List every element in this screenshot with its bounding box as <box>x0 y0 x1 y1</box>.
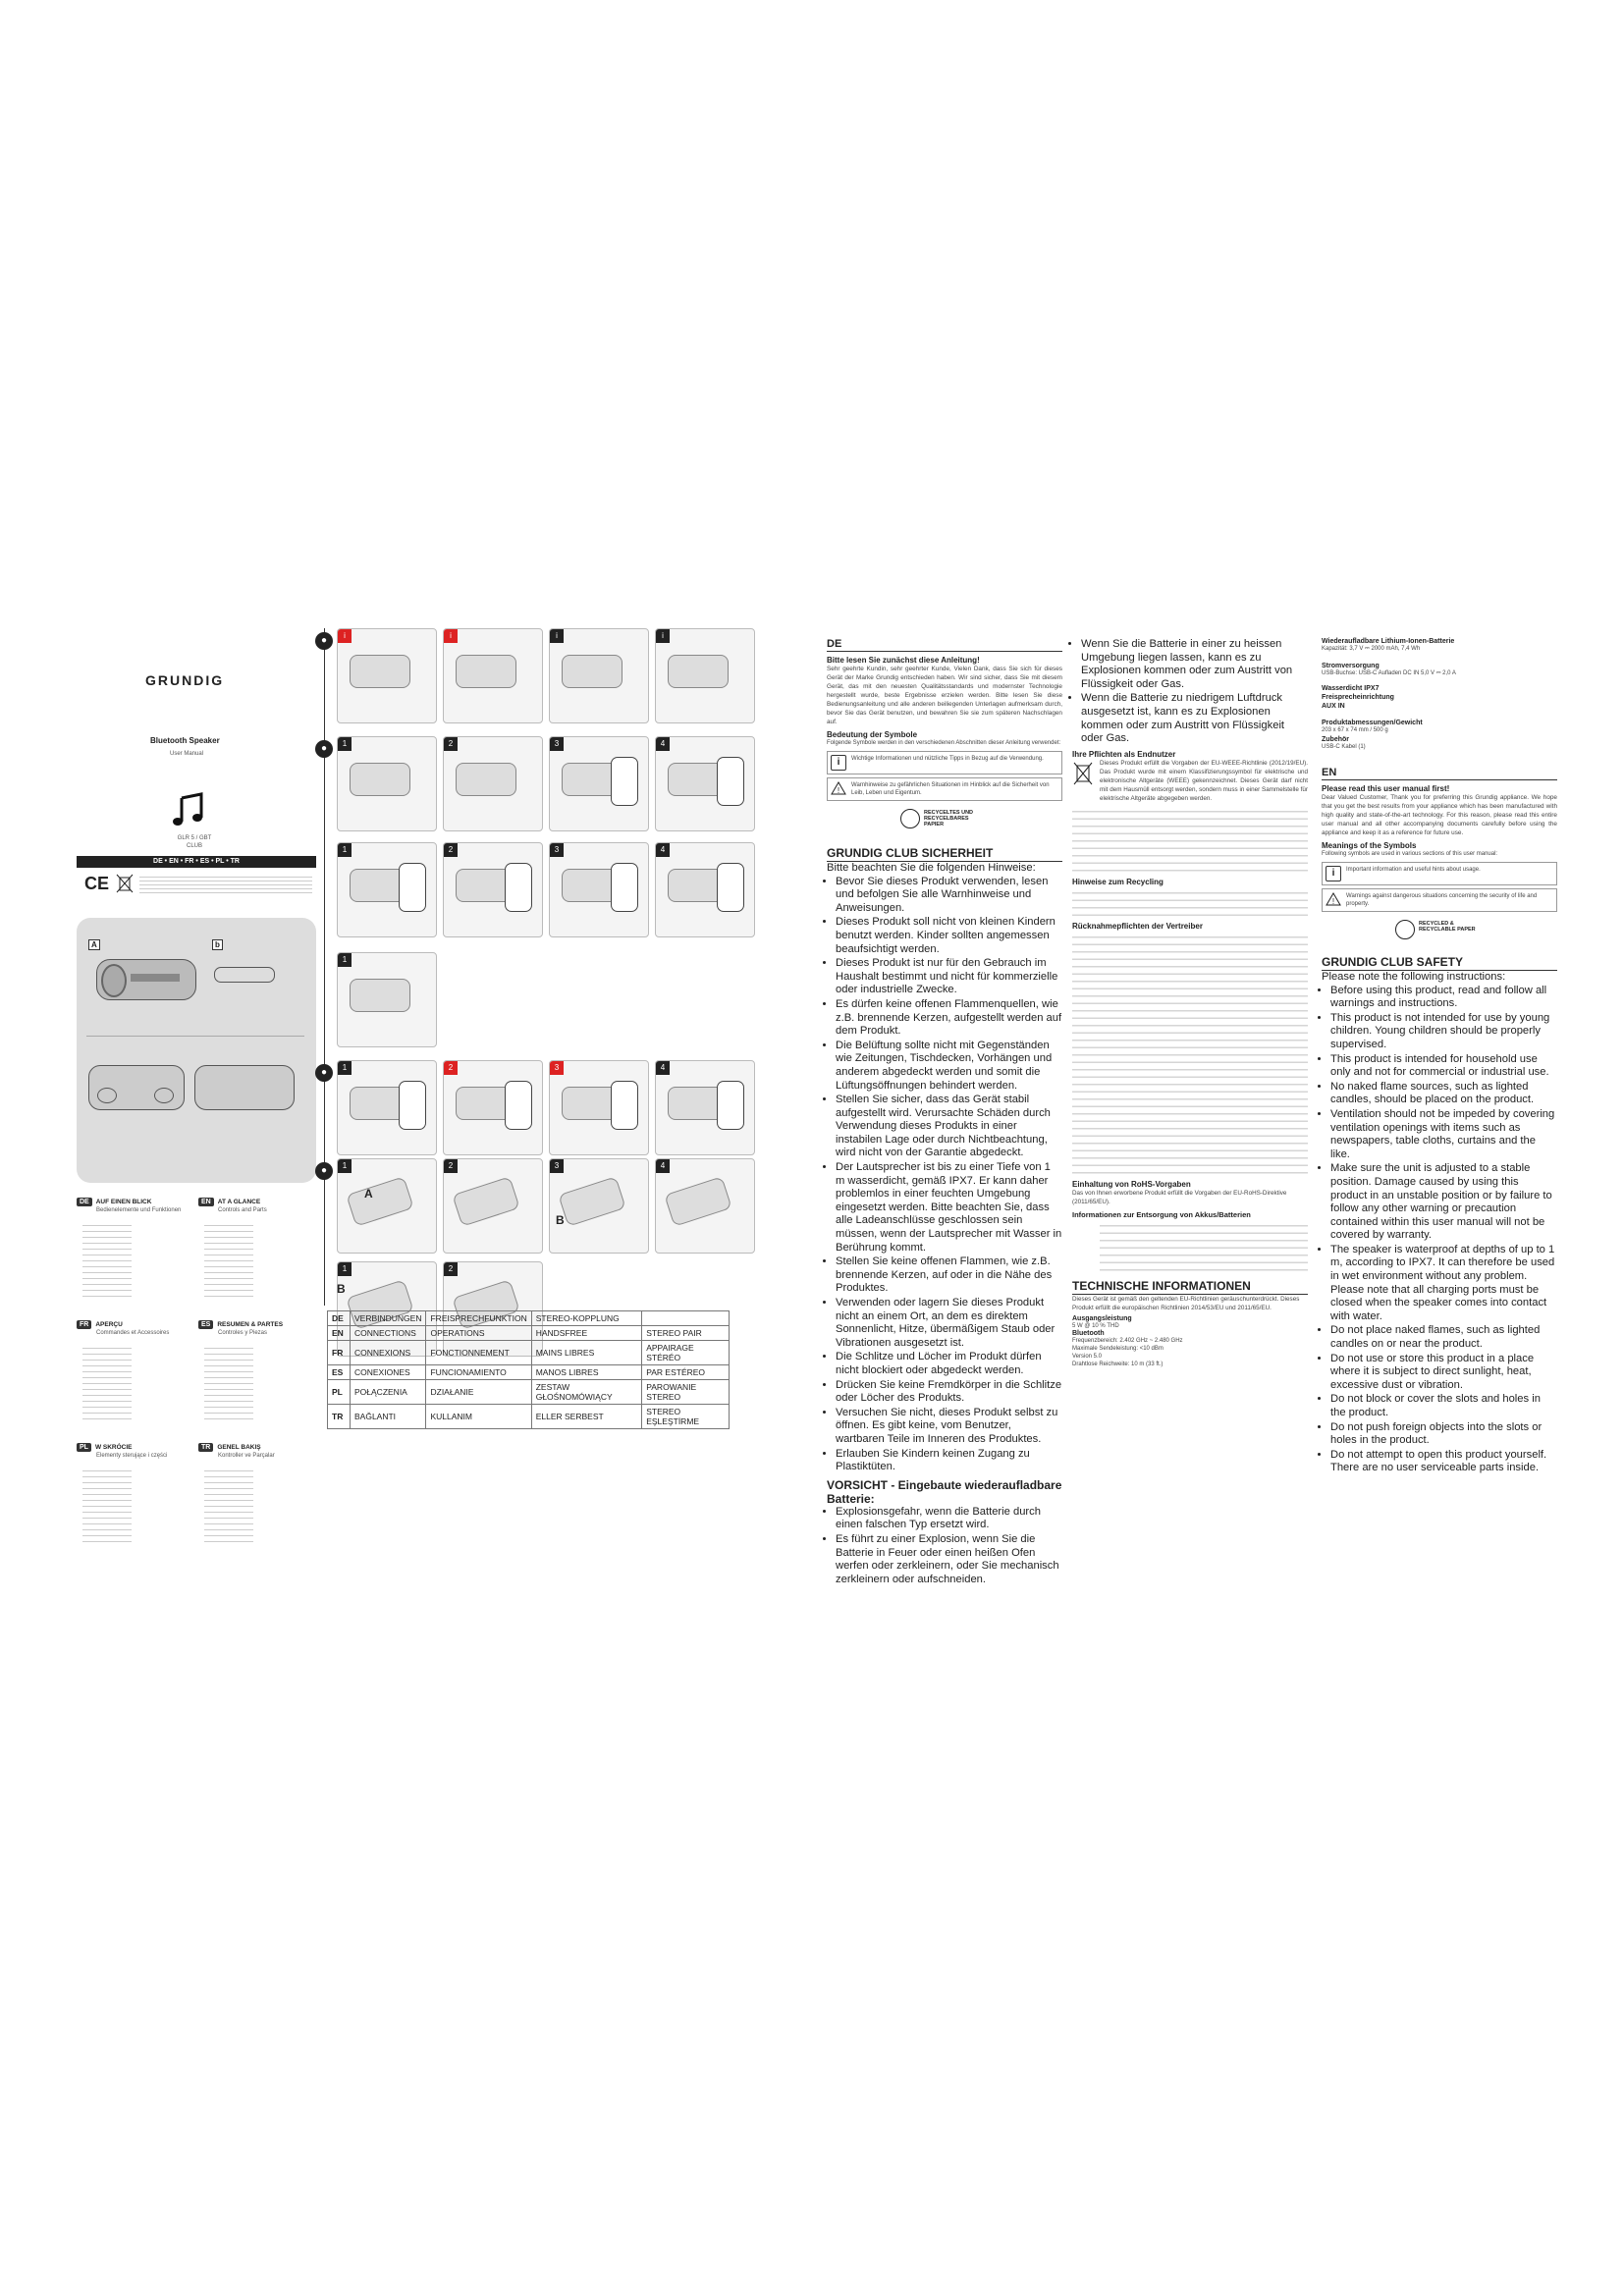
step-illustration <box>337 628 437 723</box>
speaker-drawing <box>350 763 410 796</box>
de-return-text <box>1072 931 1308 1176</box>
speaker-drawing <box>346 1176 413 1226</box>
overview-sub: Commandes et Accessoires <box>96 1330 170 1336</box>
de-column-3 <box>1322 638 1557 1476</box>
spec-value: 5 W @ 10 % THD <box>1072 1322 1119 1329</box>
ce-mark: CE <box>84 874 110 893</box>
en-safety-intro: Please note the following instructions: <box>1322 971 1506 983</box>
music-note-icon <box>170 790 209 829</box>
en-lang-code: EN <box>1322 767 1557 780</box>
en-info-box: i Important information and useful hints about usage. <box>1322 862 1557 885</box>
spec-acc-title: Zubehör <box>1322 736 1349 743</box>
step-illustration <box>655 736 755 831</box>
overview-section <box>77 1443 192 1561</box>
spec-label: Bluetooth <box>1072 1329 1105 1337</box>
de-lang-code: DE <box>827 638 1062 652</box>
step-illustration <box>443 1060 543 1155</box>
overview-parts-list <box>82 1466 132 1544</box>
stereo-label: B <box>337 1282 346 1296</box>
model-number: GLR 5 / GBT CLUB <box>177 835 212 849</box>
overview-section <box>198 1198 314 1315</box>
phone-drawing <box>611 863 638 912</box>
list-item: • This product is intended for household use only and not for commercial or industrial use. <box>1330 1053 1557 1080</box>
step-illustration <box>549 628 649 723</box>
product-title: Bluetooth Speaker <box>150 736 220 745</box>
step-number: i <box>338 629 352 643</box>
overview-title: APERÇU <box>95 1321 123 1328</box>
phone-drawing <box>399 1081 426 1130</box>
step-number: 2 <box>444 1262 458 1276</box>
overview-sub: Controls and Parts <box>218 1207 267 1213</box>
step-illustration <box>655 1158 755 1254</box>
list-item: • Verwenden oder lagern Sie dieses Produkt nicht an einem Ort, an dem es direktem Sonnenlicht, Hitze, übermäßigem Staub oder Vibrationen ausgesetzt ist. <box>836 1297 1062 1350</box>
table-cell: ELLER SERBEST <box>531 1405 642 1429</box>
overview-parts-list <box>204 1466 253 1544</box>
table-cell: STEREO-KOPPLUNG <box>531 1311 642 1326</box>
step-illustration <box>549 736 649 831</box>
table-cell <box>642 1311 730 1326</box>
de-battinfo-title: Informationen zur Entsorgung von Akkus/Batterien <box>1072 1209 1251 1219</box>
stereo-label: A <box>364 1187 373 1201</box>
step-number: 1 <box>338 737 352 751</box>
step-illustration <box>655 1060 755 1155</box>
overview-title: AT A GLANCE <box>217 1199 261 1205</box>
speaker-drawing <box>456 655 516 688</box>
step-number: i <box>550 629 564 643</box>
spec-value: Maximale Sendeleistung: <10 dBm <box>1072 1345 1164 1352</box>
table-cell: VERBINDUNGEN <box>351 1311 426 1326</box>
table-cell: HANDSFREE <box>531 1326 642 1341</box>
spec-value: Version 5.0 <box>1072 1353 1103 1360</box>
table-cell: KULLANIM <box>426 1405 531 1429</box>
step-illustration <box>655 628 755 723</box>
overview-section <box>198 1443 314 1561</box>
stereo-label: B <box>556 1213 565 1227</box>
list-item: • Bevor Sie dieses Produkt verwenden, lesen und befolgen Sie alle Warnhinweise und Anweisungen. <box>836 876 1062 916</box>
list-item: • Es führt zu einer Explosion, wenn Sie die Batterie in Feuer oder einen heißen Ofen werfen oder zerkleinern, oder Sie mechanisch zerkleinern oder aufschneiden. <box>836 1533 1062 1586</box>
en-symbols-title: Meanings of the Symbols <box>1322 841 1417 850</box>
spec-aux-title: AUX IN <box>1322 703 1345 710</box>
spec-power: USB-Buchse: USB-C Aufladen DC IN 5,0 V ⎓ 2,0 A <box>1322 670 1456 676</box>
warning-icon-en <box>1326 892 1341 906</box>
step-number: 4 <box>656 843 670 857</box>
spec-battery: Kapazität: 3,7 V ⎓ 2000 mAh, 7,4 Wh <box>1322 646 1421 652</box>
step-number: 4 <box>656 737 670 751</box>
weee-bin-icon-2 <box>1072 761 1094 786</box>
de-safety-title: GRUNDIG CLUB SICHERHEIT <box>827 846 1062 862</box>
brand-logo: GRUNDIG <box>145 672 225 688</box>
phone-drawing <box>717 863 744 912</box>
spec-value: Drahtlose Reichweite: 10 m (33 ft.) <box>1072 1361 1164 1367</box>
spec-hands-title: Freisprecheinrichtung <box>1322 694 1394 701</box>
phone-drawing <box>505 1081 532 1130</box>
list-item: • Es dürfen keine offenen Flammenquellen, wie z.B. brennende Kerzen, aufgestellt werden auf dem Produkt. <box>836 998 1062 1039</box>
list-item: • Drücken Sie keine Fremdkörper in die Schlitze oder Löcher des Produkts. <box>836 1379 1062 1406</box>
de-column-1 <box>827 638 1062 1587</box>
spec-battery-title: Wiederaufladbare Lithium-Ionen-Batterie <box>1322 638 1455 645</box>
list-item: • No naked flame sources, such as lighted candles, should be placed on the product. <box>1330 1081 1557 1107</box>
step-illustration <box>443 628 543 723</box>
step-illustration <box>443 736 543 831</box>
de-battery-list-a <box>827 1506 1062 1587</box>
step-number: 1 <box>338 843 352 857</box>
step-number: 2 <box>444 737 458 751</box>
table-cell: PAR ESTÉREO <box>642 1365 730 1380</box>
de-specs <box>1072 1315 1308 1368</box>
step-number: 2 <box>444 1061 458 1075</box>
table-cell: CONNECTIONS <box>351 1326 426 1341</box>
step-number: 3 <box>550 843 564 857</box>
step-number: i <box>656 629 670 643</box>
step-number: 2 <box>444 1159 458 1173</box>
table-cell: PL <box>328 1380 351 1405</box>
list-item: • Make sure the unit is adjusted to a stable position. Damage caused by using this product in an unstable position or by failure to follow any other warning or precaution contained within this user manual will not be covered by warranty. <box>1330 1162 1557 1243</box>
spec-acc: USB-C Kabel (1) <box>1322 744 1366 750</box>
step-illustration <box>443 1158 543 1254</box>
table-row <box>328 1326 730 1341</box>
language-bar: DE • EN • FR • ES • PL • TR <box>77 856 316 868</box>
overview-parts-list <box>204 1220 253 1299</box>
list-item: • Stellen Sie keine offenen Flammen, wie z.B. brennende Kerzen, auf oder in die Nähe des Produktes. <box>836 1255 1062 1296</box>
lang-tag: TR <box>198 1443 213 1452</box>
phone-drawing <box>611 757 638 806</box>
table-cell: CONNEXIONS <box>351 1341 426 1365</box>
list-item: • Erlauben Sie Kindern keinen Zugang zu Plastiktüten. <box>836 1448 1062 1474</box>
de-symbols-text: Folgende Symbole werden in den verschiedenen Abschnitten dieser Anleitung verwendet: <box>827 740 1061 746</box>
table-cell: MANOS LIBRES <box>531 1365 642 1380</box>
step-number: 1 <box>338 953 352 967</box>
step-illustration <box>337 736 437 831</box>
en-recycle-logo: RECYCLED & RECYCLABLE PAPER <box>1395 918 1484 941</box>
de-warn-box: ! Warnhinweise zu gefährlichen Situationen im Hinblick auf die Sicherheit von Leib, Leben und Eigentum. <box>827 777 1062 801</box>
overview-sub: Kontroller ve Parçalar <box>218 1453 275 1459</box>
table-cell: ES <box>328 1365 351 1380</box>
usb-cable-illustration <box>214 967 275 983</box>
table-row <box>328 1380 730 1405</box>
weee-bin-icon <box>116 874 134 893</box>
list-item: • Ventilation should not be impeded by covering ventilation openings with items such as newspapers, table cloths, curtains and the like. <box>1330 1108 1557 1161</box>
list-item: • Der Lautsprecher ist bis zu einer Tiefe von 1 m wasserdicht, gemäß IPX7. Er kann daher problemlos in einer feuchten Umgebung eingesetzt werden. Bitte beachten Sie, dass alle Ladeanschlüsse geschlossen sein müssen, wenn der Lautsprecher mit Wasser in Berührung kommt. <box>836 1161 1062 1255</box>
speaker-drawing <box>452 1176 519 1226</box>
step-number: 1 <box>338 1159 352 1173</box>
en-read-first: Please read this user manual first! <box>1322 784 1450 793</box>
step-number: 1 <box>338 1262 352 1276</box>
speaker-drawing <box>558 1176 625 1226</box>
overview-parts-list <box>204 1343 253 1421</box>
table-row <box>328 1365 730 1380</box>
table-row <box>328 1311 730 1326</box>
de-safety-intro: Bitte beachten Sie die folgenden Hinweise: <box>827 862 1036 874</box>
steps-area <box>320 628 737 1306</box>
de-recycling-text <box>1072 886 1308 918</box>
info-icon-en: i <box>1326 866 1341 881</box>
spec-dims-title: Produktabmessungen/Gewicht <box>1322 720 1423 726</box>
phone-icon: ● <box>315 1064 333 1082</box>
spec-label: Ausgangsleistung <box>1072 1314 1132 1322</box>
stereo-icon: ● <box>315 1162 333 1180</box>
lang-tag: PL <box>77 1443 91 1452</box>
de-rohs-text: Das von Ihnen erworbene Produkt erfüllt die Vorgaben der EU-RoHS-Direktive (2011/65/EU). <box>1072 1189 1287 1205</box>
label-a: A <box>88 939 100 950</box>
de-enduser-title: Ihre Pflichten als Endnutzer <box>1072 749 1176 759</box>
list-item: • This product is not intended for use by young children. Young children should be properly supervised. <box>1330 1012 1557 1052</box>
label-b: b <box>212 939 223 950</box>
phone-drawing <box>505 863 532 912</box>
overview-title: AUF EINEN BLICK <box>95 1199 152 1205</box>
table-cell: FUNCIONAMIENTO <box>426 1365 531 1380</box>
table-cell: DZIAŁANIE <box>426 1380 531 1405</box>
de-recycle-logo: RECYCELTES UND RECYCELBARES PAPIER <box>900 807 989 830</box>
overview-title: RESUMEN & PARTES <box>217 1321 284 1328</box>
list-item: • Do not use or store this product in a place where it is subject to direct sunlight, heat, excessive dust or vibration. <box>1330 1353 1557 1393</box>
step-number: 4 <box>656 1159 670 1173</box>
phone-drawing <box>717 757 744 806</box>
step-illustration <box>337 1060 437 1155</box>
de-read-first: Bitte lesen Sie zunächst diese Anleitung! <box>827 656 980 665</box>
speaker-drawing <box>664 1176 731 1226</box>
table-cell: TR <box>328 1405 351 1429</box>
speaker-drawing <box>350 655 410 688</box>
list-item: • Die Schlitze und Löcher im Produkt dürfen nicht blockiert oder abgedeckt werden. <box>836 1351 1062 1377</box>
en-symbols-text: Following symbols are used in various sections of this user manual: <box>1322 851 1498 857</box>
de-enduser-text: Dieses Produkt erfüllt die Vorgaben der EU-WEEE-Richtlinie (2012/19/EU). Das Produkt wurde mit einem Klassifizierungssymbol für elektrische und elektronische Altgeräte (WEEE) gekennzeichnet. Dieses Gerät darf nicht mit dem Hausmüll entsorgt werden, sondern muss in einer Sammelstelle für elektrische Altgeräte abgegeben werden. <box>1100 759 1308 802</box>
spec-power-title: Stromversorgung <box>1322 663 1380 669</box>
de-battery-title: VORSICHT - Eingebaute wiederaufladbare Batterie: <box>827 1477 1062 1506</box>
step-illustration <box>549 1158 649 1254</box>
speaker-drawing <box>350 979 410 1012</box>
language-table <box>327 1310 730 1429</box>
de-tech-text: Dieses Gerät ist gemäß den geltenden EU-Richtlinien geräuschunterdrückt. Dieses Produkt erfüllt die europäischen Richtlinien 2014/53/EU und 2011/65/EU. <box>1072 1295 1300 1311</box>
de-return-title: Rücknahmepflichten der Vertreiber <box>1072 921 1203 931</box>
speaker-side-illustration <box>194 1065 295 1110</box>
phone-drawing <box>399 863 426 912</box>
step-number: 3 <box>550 1159 564 1173</box>
list-item: • Versuchen Sie nicht, dieses Produkt selbst zu öffnen. Es gibt keine, vom Benutzer, wartbaren Teile im Inneren des Produktes. <box>836 1407 1062 1447</box>
table-cell: DE <box>328 1311 351 1326</box>
table-cell: STEREO PAIR <box>642 1326 730 1341</box>
list-item: • Stellen Sie sicher, dass das Gerät stabil aufgestellt wird. Verursachte Schäden durch Verwendung dieses Produkts in einer instabilen Lage oder durch Nichtbeachtung, wird nicht von der Garantie abgedeckt. <box>836 1094 1062 1160</box>
legal-address-block <box>139 874 312 895</box>
de-enduser-more <box>1072 805 1308 874</box>
table-cell: MAINS LIBRES <box>531 1341 642 1365</box>
de-battinfo-text <box>1100 1219 1308 1273</box>
lang-tag: ES <box>198 1320 213 1329</box>
de-info-box: i Wichtige Informationen und nützliche Tipps in Bezug auf die Verwendung. <box>827 751 1062 774</box>
table-cell: FR <box>328 1341 351 1365</box>
phone-drawing <box>717 1081 744 1130</box>
step-illustration <box>443 842 543 937</box>
lang-tag: EN <box>198 1198 214 1206</box>
lang-tag: FR <box>77 1320 91 1329</box>
table-cell: FONCTIONNEMENT <box>426 1341 531 1365</box>
de-rohs-title: Einhaltung von RoHS-Vorgaben <box>1072 1179 1191 1189</box>
table-cell: PAROWANIE STEREO <box>642 1380 730 1405</box>
overview-parts-list <box>82 1343 132 1421</box>
step-number: 3 <box>550 737 564 751</box>
table-cell: ZESTAW GŁOŚNOMÓWIĄCY <box>531 1380 642 1405</box>
product-subtitle: User Manual <box>170 751 204 757</box>
lang-tag: DE <box>77 1198 92 1206</box>
overview-sub: Controles y Piezas <box>218 1330 268 1336</box>
step-illustration <box>549 1060 649 1155</box>
svg-text:!: ! <box>1331 897 1335 906</box>
table-cell: POŁĄCZENIA <box>351 1380 426 1405</box>
speaker-drawing <box>562 655 623 688</box>
de-intro: Sehr geehrte Kundin, sehr geehrter Kunde, Vielen Dank, dass Sie sich für dieses Gerät der Marke Grundig entschieden haben. Wir sind sicher, dass Sie mit diesem Gerät, das mit den neuesten Qualitätsstandards und modernster Technologie hergestellt wurde, beste Ergebnisse erzielen werden. Bitte lesen Sie diese Bedienungsanleitung und alle anderen beiliegenden Unterlagen aufmerksam durch, bevor Sie das Gerät benutzen, und bewahren Sie sie zum späteren Nachschlagen auf. <box>827 666 1062 725</box>
list-item: • Do not push foreign objects into the slots or holes in the product. <box>1330 1421 1557 1448</box>
overview-parts-list <box>82 1220 132 1299</box>
list-item: • Wenn die Batterie zu niedrigem Luftdruck ausgesetzt ist, kann es zu Explosionen kommen oder zum Austritt von Flüssigkeit oder Gas. <box>1081 692 1308 745</box>
speaker-drawing <box>456 763 516 796</box>
step-illustration <box>337 1158 437 1254</box>
table-cell: EN <box>328 1326 351 1341</box>
list-item: • Do not block or cover the slots and holes in the product. <box>1330 1393 1557 1419</box>
phone-drawing <box>611 1081 638 1130</box>
list-item: • Do not place naked flames, such as lighted candles on or near the product. <box>1330 1324 1557 1351</box>
step-number: i <box>444 629 458 643</box>
de-safety-list <box>827 876 1062 1474</box>
step-illustration <box>655 842 755 937</box>
step-number: 4 <box>656 1061 670 1075</box>
list-item: • Explosionsgefahr, wenn die Batterie durch einen falschen Typ ersetzt wird. <box>836 1506 1062 1532</box>
de-symbols-title: Bedeutung der Symbole <box>827 730 918 739</box>
cover-panel <box>77 628 316 1512</box>
step-illustration <box>549 842 649 937</box>
en-safety-title: GRUNDIG CLUB SAFETY <box>1322 955 1557 971</box>
de-battery-list-b <box>1072 638 1308 746</box>
warning-icon <box>831 781 846 795</box>
overview-sub: Elementy sterujące i części <box>96 1453 168 1459</box>
gear-icon: ● <box>315 632 333 650</box>
list-item: • Wenn Sie die Batterie in einer zu heissen Umgebung liegen lassen, kann es zu Explosionen kommen oder zum Austritt von Flüssigkeit oder Gas. <box>1081 638 1308 691</box>
step-number: 1 <box>338 1061 352 1075</box>
de-column-2 <box>1072 638 1308 1368</box>
speaker-top-illustration <box>88 1065 185 1110</box>
book-icon: ● <box>315 740 333 758</box>
spec-ipx-title: Wasserdicht IPX7 <box>1322 685 1380 692</box>
product-image-panel <box>77 918 316 1183</box>
overview-section <box>77 1198 192 1315</box>
spec-value: Frequenzbereich: 2.402 GHz ~ 2.480 GHz <box>1072 1337 1183 1344</box>
info-icon: i <box>831 755 846 771</box>
overview-sub: Bedienelemente und Funktionen <box>96 1207 182 1213</box>
de-tech-title: TECHNISCHE INFORMATIONEN <box>1072 1279 1308 1295</box>
table-row <box>328 1341 730 1365</box>
spec-dims: 203 x 67 x 74 mm / 500 g <box>1322 727 1388 733</box>
list-item: • Before using this product, read and follow all warnings and instructions. <box>1330 985 1557 1011</box>
step-illustration <box>337 952 437 1047</box>
table-cell: STEREO EŞLEŞTİRME <box>642 1405 730 1429</box>
step-number: 3 <box>550 1061 564 1075</box>
list-item: • Dieses Produkt soll nicht von kleinen Kindern benutzt werden. Kinder sollten angemessen beaufsichtigt werden. <box>836 916 1062 956</box>
overview-section <box>198 1320 314 1438</box>
list-item: • Die Belüftung sollte nicht mit Gegenständen wie Zeitungen, Tischdecken, Vorhängen und anderem abgedeckt werden und somit die Lüftungsöffnungen behindert werden. <box>836 1040 1062 1093</box>
list-item: • Dieses Produkt ist nur für den Gebrauch im Haushalt bestimmt und nicht für kommerzielle oder industrielle Zwecke. <box>836 957 1062 997</box>
list-item: • Do not attempt to open this product yourself. There are no user serviceable parts inside. <box>1330 1449 1557 1475</box>
step-number: 2 <box>444 843 458 857</box>
table-cell: APPAIRAGE STÉRÉO <box>642 1341 730 1365</box>
en-warn-box: ! Warnings against dangerous situations concerning the security of life and property. <box>1322 888 1557 912</box>
table-cell: FREISPRECHFUNKTION <box>426 1311 531 1326</box>
en-intro: Dear Valued Customer, Thank you for preferring this Grundig appliance. We hope that you get the best results from your appliance which has been manufactured with high quality and state-of-the-art technology. For this reason, please read this entire user manual and all other accompanying documents carefully before using the appliance and keep it as a reference for future use. <box>1322 794 1557 836</box>
de-recycling-title: Hinweise zum Recycling <box>1072 877 1164 886</box>
overview-title: W SKRÓCIE <box>94 1444 133 1451</box>
speaker-drawing <box>668 655 729 688</box>
list-item: • The speaker is waterproof at depths of up to 1 m, according to IPX7. It can therefore be used in wet environment without any problem. Please note that all charging ports must be closed when the speaker comes into contact with water. <box>1330 1244 1557 1324</box>
overview-title: GENEL BAKIŞ <box>217 1444 261 1451</box>
speaker-front-illustration <box>96 959 196 1000</box>
step-illustration <box>337 842 437 937</box>
table-row <box>328 1405 730 1429</box>
svg-text:!: ! <box>837 786 840 795</box>
en-safety-list <box>1322 985 1557 1475</box>
table-cell: BAĞLANTI <box>351 1405 426 1429</box>
table-cell: CONEXIONES <box>351 1365 426 1380</box>
table-cell: OPERATIONS <box>426 1326 531 1341</box>
overview-section <box>77 1320 192 1438</box>
